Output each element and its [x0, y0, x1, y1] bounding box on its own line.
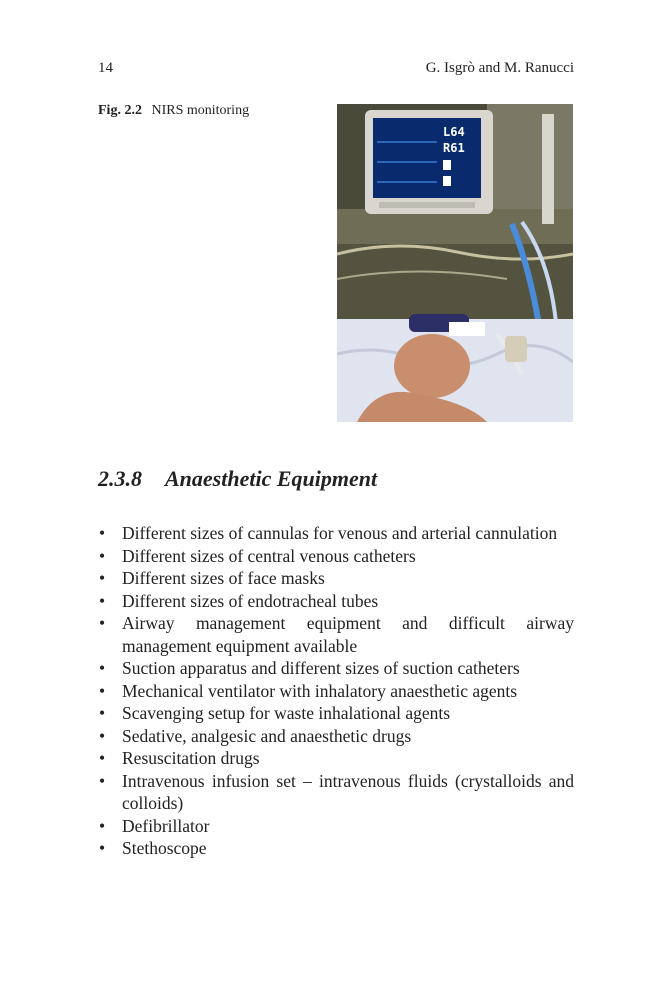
list-item: [98, 680, 574, 703]
bullet-mark: •: [99, 815, 106, 836]
list-item-text: Different sizes of face masks: [122, 568, 325, 588]
list-item: [98, 612, 574, 657]
list-item: [98, 702, 574, 725]
running-head: G. Isgrò and M. Ranucci: [425, 60, 574, 76]
monitor-screen: [373, 118, 481, 198]
bullet-mark: •: [99, 613, 106, 633]
list-item-text: Mechanical ventilator with inhalatory anaesthetic agents: [122, 680, 518, 701]
bullet-mark: •: [99, 568, 106, 588]
list-item: [98, 815, 574, 838]
list-item: [98, 590, 574, 613]
bullet-mark: •: [99, 703, 106, 723]
section-heading: [98, 466, 377, 492]
list-item: [98, 657, 574, 680]
list-item-text: Airway management equipment and difficult airway management equipment available: [122, 613, 574, 656]
bullet-mark: •: [99, 725, 106, 746]
bullet-mark: •: [99, 658, 106, 678]
list-item: [98, 725, 574, 748]
bullet-mark: •: [99, 545, 106, 566]
list-item: [98, 770, 574, 815]
figure-label: Fig. 2.2: [98, 103, 142, 118]
figure-caption-text: NIRS monitoring: [151, 103, 250, 118]
list-item-text: Different sizes of central venous catheters: [122, 545, 416, 566]
list-item-text: Intravenous infusion set – intravenous fluids (crystalloids and colloids): [122, 770, 574, 813]
list-item: [98, 522, 574, 545]
list-item-text: Suction apparatus and different sizes of suction catheters: [122, 658, 520, 678]
list-item-text: Different sizes of cannulas for venous and arterial cannulation: [122, 523, 558, 543]
monitor-reading-right: R61: [443, 141, 465, 155]
equipment-list: [98, 522, 574, 860]
list-item-text: Scavenging setup for waste inhalational agents: [122, 703, 451, 723]
bullet-mark: •: [99, 748, 106, 768]
figure-caption: [98, 103, 249, 119]
bullet-mark: •: [99, 680, 106, 701]
bullet-mark: •: [99, 590, 106, 611]
patient-head: [394, 334, 470, 398]
list-item: [98, 545, 574, 568]
list-item-text: Defibrillator: [122, 815, 210, 836]
list-item-text: Different sizes of endotracheal tubes: [122, 590, 379, 611]
page-number: 14: [98, 60, 113, 76]
list-item-text: Stethoscope: [122, 838, 207, 858]
bullet-mark: •: [99, 523, 106, 543]
list-item: [98, 837, 574, 860]
list-item: [98, 567, 574, 590]
privacy-bar: [449, 322, 485, 336]
monitor-reading-left: L64: [443, 125, 465, 139]
nirs-monitoring-photo: [337, 104, 573, 422]
list-item: [98, 747, 574, 770]
bullet-mark: •: [99, 770, 106, 791]
list-item-text: Resuscitation drugs: [122, 748, 260, 768]
bullet-mark: •: [99, 838, 106, 858]
section-number: 2.3.8: [98, 466, 142, 491]
section-title: Anaesthetic Equipment: [165, 466, 378, 491]
list-item-text: Sedative, analgesic and anaesthetic drugs: [122, 725, 412, 746]
